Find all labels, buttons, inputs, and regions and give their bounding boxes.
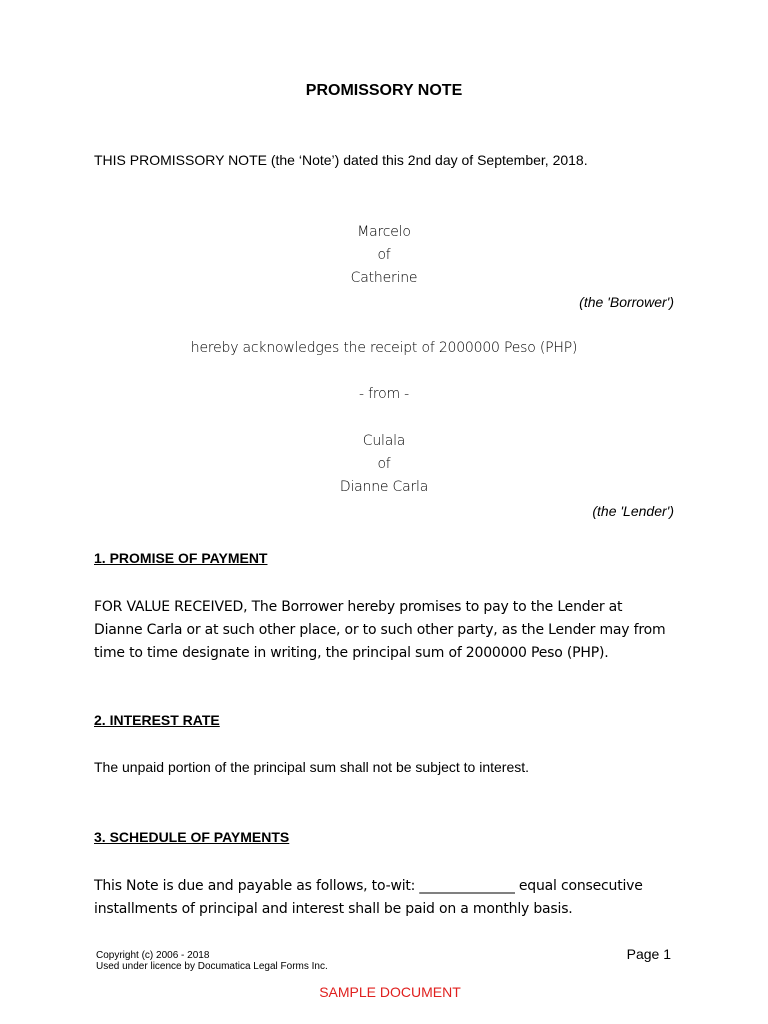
section-heading-promise-of-payment: 1. PROMISE OF PAYMENT xyxy=(94,550,268,566)
body-line: time to time designate in writing, the principal sum of 2000000 Peso (PHP). xyxy=(94,645,609,661)
borrower-address: Catherine xyxy=(350,270,418,286)
section-heading-schedule-of-payments: 3. SCHEDULE OF PAYMENTS xyxy=(94,829,290,845)
lender-of: of xyxy=(377,456,391,472)
copyright-notice xyxy=(96,950,328,972)
lender-address: Dianne Carla xyxy=(339,479,429,495)
body-line: Dianne Carla or at such other place, or to such other party, as the Lender may from xyxy=(94,622,666,638)
licence-line: Used under licence by Documatica Legal Forms Inc. xyxy=(96,961,328,972)
body-line: FOR VALUE RECEIVED, The Borrower hereby promises to pay to the Lender at xyxy=(94,599,623,615)
section-body-interest-rate: The unpaid portion of the principal sum shall not be subject to interest. xyxy=(94,759,530,775)
section-body-promise-of-payment xyxy=(94,596,674,665)
page-number: Page 1 xyxy=(626,946,671,962)
borrower-role: (the 'Borrower') xyxy=(579,294,674,310)
acknowledgment-text: hereby acknowledges the receipt of 2000000 Peso (PHP) xyxy=(190,340,578,356)
from-separator: - from - xyxy=(359,386,409,402)
body-line: installments of principal and interest shall be paid on a monthly basis. xyxy=(94,901,573,917)
intro-paragraph: THIS PROMISSORY NOTE (the ‘Note’) dated this 2nd day of September, 2018. xyxy=(94,152,588,168)
section-body-schedule-of-payments xyxy=(94,875,674,921)
borrower-name: Marcelo xyxy=(357,224,411,240)
borrower-of: of xyxy=(377,247,391,263)
document-title: PROMISSORY NOTE xyxy=(305,82,463,99)
section-heading-interest-rate: 2. INTEREST RATE xyxy=(94,712,220,728)
sample-watermark: SAMPLE DOCUMENT xyxy=(319,984,461,1000)
lender-role: (the 'Lender') xyxy=(592,503,674,519)
copyright-line: Copyright (c) 2006 - 2018 xyxy=(96,950,210,961)
body-line: This Note is due and payable as follows, to-wit: ______________ equal consecutive xyxy=(94,878,643,894)
lender-name: Culala xyxy=(362,433,406,449)
